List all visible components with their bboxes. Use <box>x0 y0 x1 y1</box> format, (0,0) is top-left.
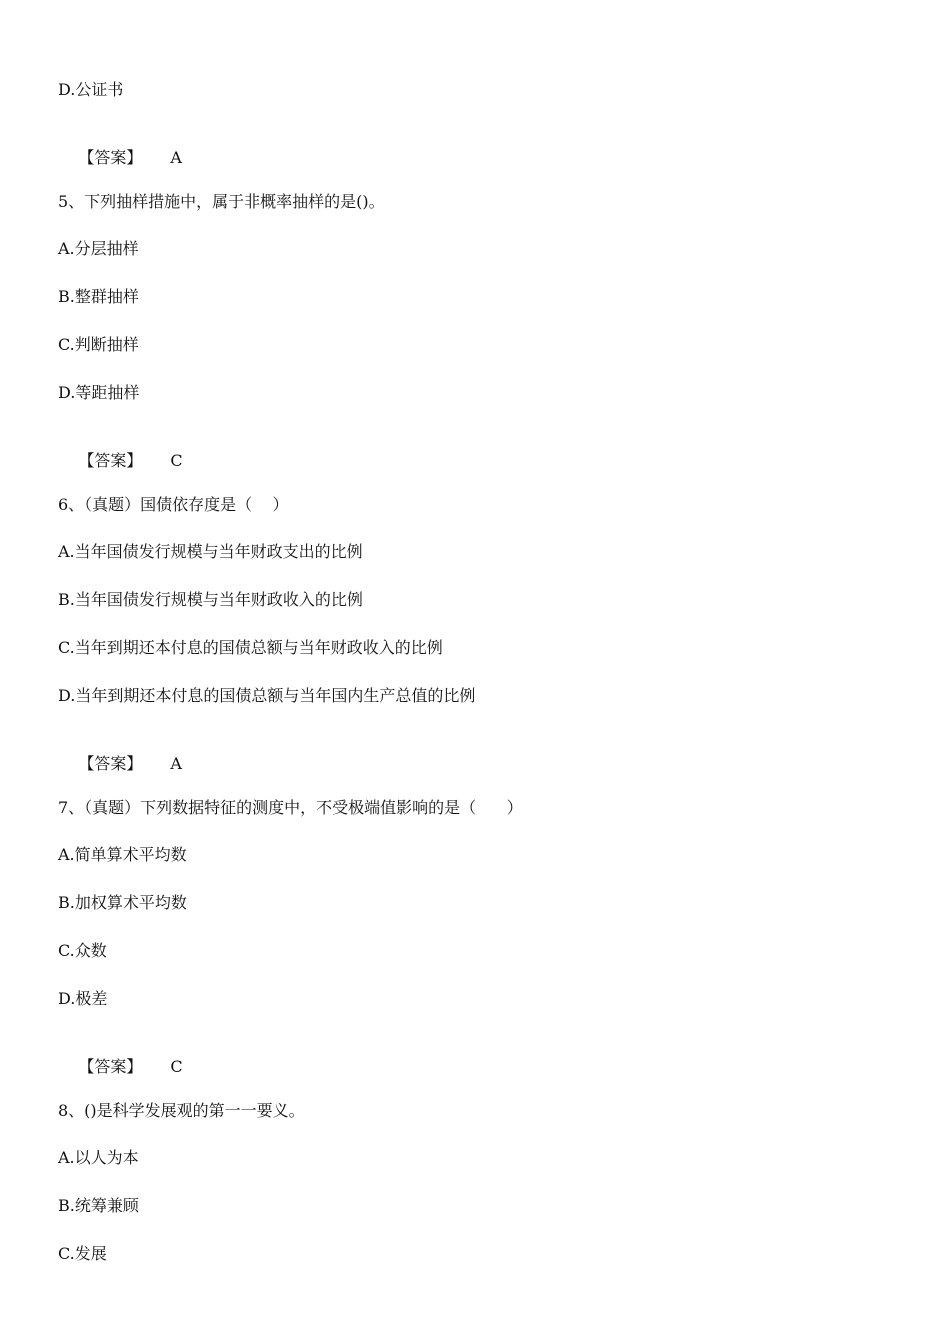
option-line: C.当年到期还本付息的国债总额与当年财政收入的比例 <box>58 638 443 657</box>
option-line: B.加权算术平均数 <box>58 893 187 912</box>
option-line: C.发展 <box>58 1244 107 1263</box>
answer-label: 【答案】 <box>78 1057 143 1076</box>
answer-label: 【答案】 <box>78 754 143 773</box>
answer-line <box>58 431 183 491</box>
question-line: 6、（真题）国债依存度是（ ） <box>58 495 289 514</box>
answer-label: 【答案】 <box>78 451 143 470</box>
option-line: C.判断抽样 <box>58 335 139 354</box>
option-line: C.众数 <box>58 941 107 960</box>
answer-label: 【答案】 <box>78 148 143 167</box>
answer-value: A <box>170 148 182 167</box>
option-line: D.当年到期还本付息的国债总额与当年国内生产总值的比例 <box>58 686 476 705</box>
answer-value: A <box>170 754 182 773</box>
question-line: 5、下列抽样措施中，属于非概率抽样的是()。 <box>58 192 385 211</box>
question-line: 7、（真题）下列数据特征的测度中，不受极端值影响的是（ ） <box>58 798 523 817</box>
option-line: A.简单算术平均数 <box>58 845 187 864</box>
answer-line <box>58 1037 183 1097</box>
option-line: A.当年国债发行规模与当年财政支出的比例 <box>58 542 363 561</box>
option-line: D.公证书 <box>58 80 124 99</box>
option-line: B.当年国债发行规模与当年财政收入的比例 <box>58 590 363 609</box>
answer-line <box>58 128 182 188</box>
option-line: A.以人为本 <box>58 1148 139 1167</box>
option-line: D.极差 <box>58 989 108 1008</box>
option-line: B.整群抽样 <box>58 287 139 306</box>
option-line: A.分层抽样 <box>58 239 139 258</box>
option-line: D.等距抽样 <box>58 383 140 402</box>
question-line: 8、()是科学发展观的第一一要义。 <box>58 1101 305 1120</box>
option-line: B.统筹兼顾 <box>58 1196 139 1215</box>
answer-line <box>58 734 182 794</box>
answer-value: C <box>170 1057 183 1076</box>
answer-value: C <box>170 451 183 470</box>
